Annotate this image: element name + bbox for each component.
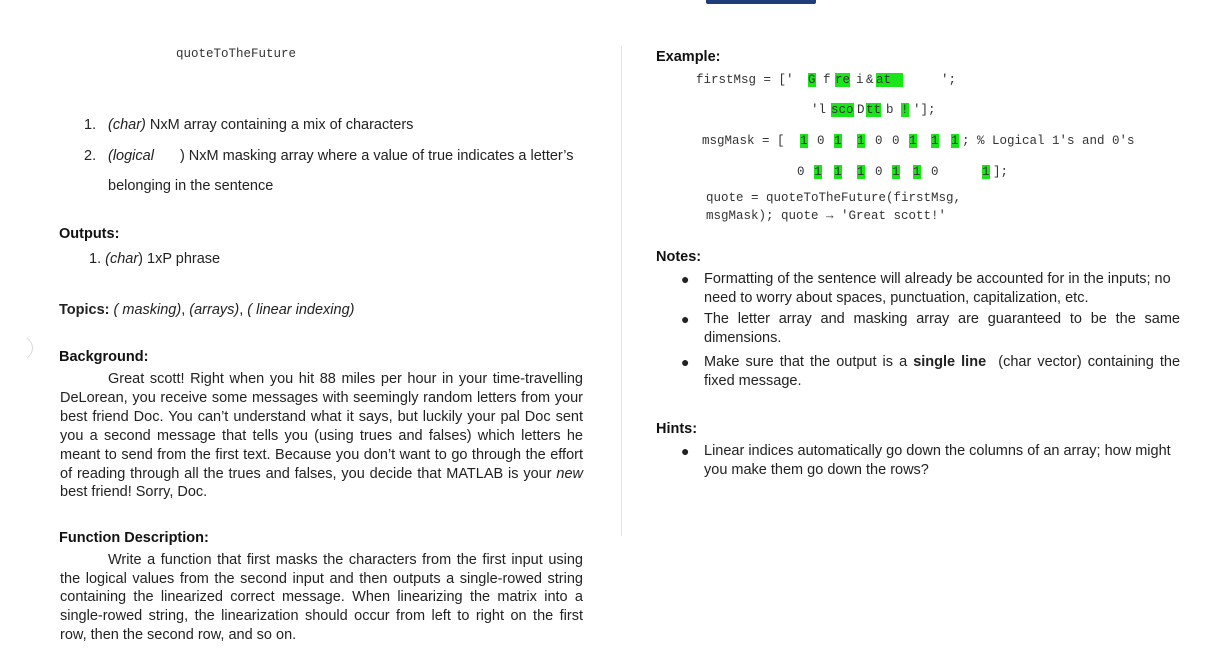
mask-row2-value-4: 0 [875, 165, 883, 179]
mask-row1-value-5: 0 [892, 134, 900, 148]
hints-heading: Hints: [656, 421, 698, 437]
example-heading: Example: [656, 49, 721, 65]
topic-linear-indexing: ( linear indexing) [247, 302, 355, 318]
function-description-paragraph: Write a function that first masks the characters from the first input using the logical values from the second input and then outputs a single-rowed string containing the linearized correct message. When linearizing the matrix into a single-rowed string, the linearization should occur from left to right on the first row, then the second row, and so on. [60, 552, 583, 643]
input-item-2-continued: belonging in the sentence [108, 178, 274, 194]
bullet-icon: ● [681, 311, 690, 327]
input-item-2-text: ) NxM masking array where a value of true indicates a letter’s [179, 148, 574, 164]
mask-row2-value-1: 1 [814, 165, 822, 179]
mask-row2-value-3: 1 [857, 165, 865, 179]
input-item-1-text: NxM array containing a mix of characters [145, 117, 414, 133]
background-text: Great scott! Right when you hit 88 miles per hour in your time-travelling DeLorean, you receive some messages with seemingly random letters from your best friend Doc. You can’t understand what it says, but luckily your pal Doc sent you a second message that tells you (using trues and falses) which letters he meant to send from the first text. Because you don’t want to go through the effort of reading through all the trues and falses, you decide that MATLAB is your [60, 371, 583, 482]
mask-row1-value-3: 1 [857, 134, 865, 148]
mask-row1-value-8: 1 [951, 134, 959, 148]
mask-row1-value-7: 1 [931, 134, 939, 148]
topics-line: Topics: ( masking), (arrays), ( linear indexing) [59, 302, 355, 318]
notes-heading: Notes: [656, 249, 702, 265]
firstmsg-row1-char-0: G [808, 73, 816, 87]
topic-masking: ( masking) [113, 302, 182, 318]
column-divider [621, 46, 622, 536]
top-accent-bar [706, 0, 816, 4]
mask-row1-value-4: 0 [875, 134, 883, 148]
bullet-icon: ● [681, 354, 690, 370]
bullet-icon: ● [681, 443, 690, 459]
firstmsg-row1-char-5: at [876, 73, 903, 87]
note-1-text: Formatting of the sentence will already be accounted for in the inputs; no need to worry about spaces, punctuation, capitalization, etc. [704, 271, 1171, 306]
mask-row2-value-6: 1 [913, 165, 921, 179]
topics-heading: Topics: [59, 302, 110, 318]
firstmsg-row2-char-0: 'l [811, 103, 827, 117]
note-3-emphasis: single line [913, 354, 987, 370]
mask-row1-value-6: 1 [909, 134, 917, 148]
output-item-1 [89, 250, 220, 269]
function-name: quoteToTheFuture [176, 47, 297, 61]
mask-row2-value-8: 1 [982, 165, 990, 179]
firstmsg-row2-char-5: ! [901, 103, 909, 117]
msgmask-row-1-end: ; % Logical 1's and 0's [962, 134, 1135, 148]
example-call-line-2: msgMask); quote → 'Great scott!' [706, 209, 947, 223]
input-item-1-num: 1. [84, 117, 97, 133]
hint-1-text: Linear indices automatically go down the columns of an array; how might you make them go down the rows? [704, 443, 1171, 478]
msgmask-row-2-end: ]; [993, 165, 1009, 179]
note-3-text [704, 353, 1180, 391]
firstmsg-row1-char-2: re [835, 73, 851, 87]
note-2-text: The letter array and masking array are guaranteed to be the same dimensions. [704, 311, 1180, 346]
topic-arrays: (arrays) [189, 302, 240, 318]
firstmsg-label: firstMsg = [' [696, 73, 794, 87]
input-item-1 [84, 116, 414, 135]
bullet-icon: ● [681, 271, 690, 287]
note-3-text-c: (char vector) containing the fixed message. [704, 354, 1181, 389]
firstmsg-row1-char-4: & [866, 73, 874, 87]
example-call-line-1: quote = quoteToTheFuture(firstMsg, [706, 191, 962, 205]
mask-row1-value-2: 1 [834, 134, 842, 148]
background-paragraph [60, 370, 583, 502]
firstmsg-row2-char-2: D [857, 103, 865, 117]
input-item-2 [84, 147, 574, 166]
mask-row1-value-0: 1 [800, 134, 808, 148]
mask-row2-value-5: 1 [892, 165, 900, 179]
mask-row2-value-0: 0 [797, 165, 805, 179]
background-emphasis: new [556, 465, 583, 482]
function-description-heading: Function Description: [59, 530, 209, 546]
mask-row2-value-2: 1 [834, 165, 842, 179]
firstmsg-row1-char-3: i [856, 73, 864, 87]
firstmsg-row2-char-1: sco [831, 103, 854, 117]
output-item-1-text: ) 1xP phrase [138, 251, 221, 267]
firstmsg-row2-char-6: ']; [913, 103, 936, 117]
outputs-heading: Outputs: [59, 226, 120, 242]
firstmsg-row2-char-3: tt [866, 103, 882, 117]
output-item-1-type: (char [105, 251, 139, 267]
firstmsg-row2-char-4: b [886, 103, 894, 117]
mask-row1-value-1: 0 [817, 134, 825, 148]
firstmsg-row1-char-8: '; [941, 73, 957, 87]
output-item-1-num: 1. [89, 251, 102, 267]
input-item-1-type: (char) [108, 117, 146, 133]
input-item-2-type: (logical [108, 148, 154, 164]
page-curl-decoration [0, 332, 33, 364]
firstmsg-row1-char-1: f [823, 73, 831, 87]
note-3-text-a: Make sure that the output is a [704, 354, 914, 370]
background-text-end: best friend! Sorry, Doc. [60, 484, 208, 501]
input-item-2-num: 2. [84, 148, 97, 164]
background-heading: Background: [59, 349, 149, 365]
mask-row2-value-7: 0 [931, 165, 939, 179]
msgmask-label: msgMask = [ [702, 134, 785, 148]
